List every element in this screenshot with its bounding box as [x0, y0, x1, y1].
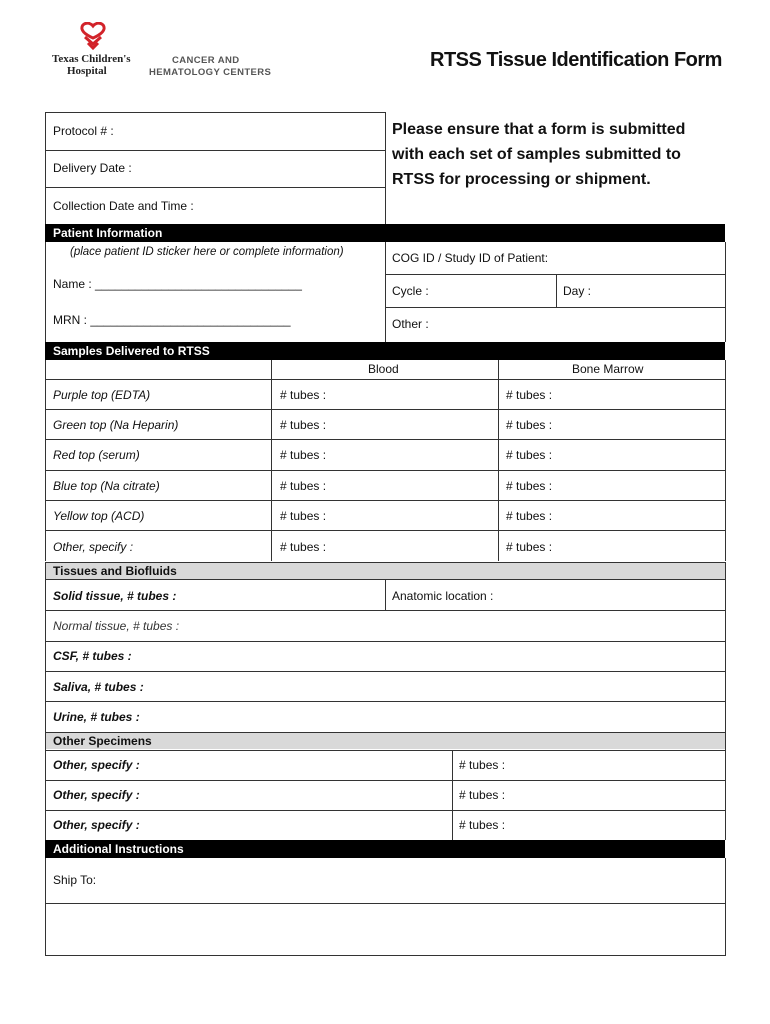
center-line1: CANCER AND: [172, 55, 240, 66]
other-tubes-field[interactable]: # tubes :: [459, 818, 506, 832]
notice-line: Please ensure that a form is submitted: [392, 121, 686, 138]
ship-to-field[interactable]: Ship To:: [53, 873, 97, 887]
col-blood: Blood: [368, 362, 399, 376]
sample-row-label: Red top (serum): [53, 448, 140, 462]
blood-tubes-field[interactable]: # tubes :: [280, 540, 327, 554]
csf-field[interactable]: CSF, # tubes :: [53, 649, 132, 663]
marrow-tubes-field[interactable]: # tubes :: [506, 418, 553, 432]
hospital-logo: [50, 22, 140, 82]
sample-row-label: Purple top (EDTA): [53, 388, 151, 402]
patient-info-header: Patient Information: [45, 224, 725, 242]
collection-date-field[interactable]: Collection Date and Time :: [53, 199, 194, 213]
day-field[interactable]: Day :: [563, 284, 592, 298]
anatomic-location-field[interactable]: Anatomic location :: [392, 589, 494, 603]
blood-tubes-field[interactable]: # tubes :: [280, 388, 327, 402]
sample-row-label: Yellow top (ACD): [53, 509, 145, 523]
cycle-field[interactable]: Cycle :: [392, 284, 429, 298]
marrow-tubes-field[interactable]: # tubes :: [506, 479, 553, 493]
blood-tubes-field[interactable]: # tubes :: [280, 418, 327, 432]
other-field[interactable]: Other :: [392, 317, 429, 331]
notice-line: with each set of samples submitted to: [392, 146, 681, 163]
marrow-tubes-field[interactable]: # tubes :: [506, 388, 553, 402]
instructions-header: Additional Instructions: [45, 840, 725, 858]
patient-mrn-field[interactable]: MRN : ______________________________: [53, 313, 291, 327]
blood-tubes-field[interactable]: # tubes :: [280, 509, 327, 523]
notice-line: RTSS for processing or shipment.: [392, 171, 651, 188]
marrow-tubes-field[interactable]: # tubes :: [506, 540, 553, 554]
marrow-tubes-field[interactable]: # tubes :: [506, 448, 553, 462]
instructions-textarea[interactable]: [46, 904, 725, 954]
sticker-note: (place patient ID sticker here or complete information): [70, 246, 344, 258]
cog-id-field[interactable]: COG ID / Study ID of Patient:: [392, 251, 549, 265]
logo-line1: Texas Children's: [52, 53, 131, 65]
submission-notice: [392, 117, 685, 192]
urine-field[interactable]: Urine, # tubes :: [53, 710, 140, 724]
form-title: RTSS Tissue Identification Form: [430, 49, 722, 71]
other-specimen-field[interactable]: Other, specify :: [53, 818, 140, 832]
other-specimen-field[interactable]: Other, specify :: [53, 788, 140, 802]
samples-header: Samples Delivered to RTSS: [45, 342, 725, 360]
col-bone-marrow: Bone Marrow: [572, 362, 644, 376]
solid-tissue-field[interactable]: Solid tissue, # tubes :: [53, 589, 177, 603]
other-specimen-field[interactable]: Other, specify :: [53, 758, 140, 772]
other-specimens-header: Other Specimens: [45, 732, 725, 749]
tissues-header: Tissues and Biofluids: [45, 562, 725, 579]
center-line2: HEMATOLOGY CENTERS: [149, 67, 272, 78]
other-tubes-field[interactable]: # tubes :: [459, 758, 506, 772]
sample-row-label: Other, specify :: [53, 540, 134, 554]
normal-tissue-field[interactable]: Normal tissue, # tubes :: [53, 619, 180, 633]
protocol-field[interactable]: Protocol # :: [53, 124, 114, 138]
marrow-tubes-field[interactable]: # tubes :: [506, 509, 553, 523]
saliva-field[interactable]: Saliva, # tubes :: [53, 680, 144, 694]
blood-tubes-field[interactable]: # tubes :: [280, 448, 327, 462]
heart-logo-icon: [76, 22, 110, 52]
sample-row-label: Green top (Na Heparin): [53, 418, 179, 432]
patient-name-field[interactable]: Name : _______________________________: [53, 277, 302, 291]
delivery-date-field[interactable]: Delivery Date :: [53, 161, 132, 175]
logo-line2: Hospital: [67, 65, 107, 77]
other-tubes-field[interactable]: # tubes :: [459, 788, 506, 802]
sample-row-label: Blue top (Na citrate): [53, 479, 160, 493]
blood-tubes-field[interactable]: # tubes :: [280, 479, 327, 493]
